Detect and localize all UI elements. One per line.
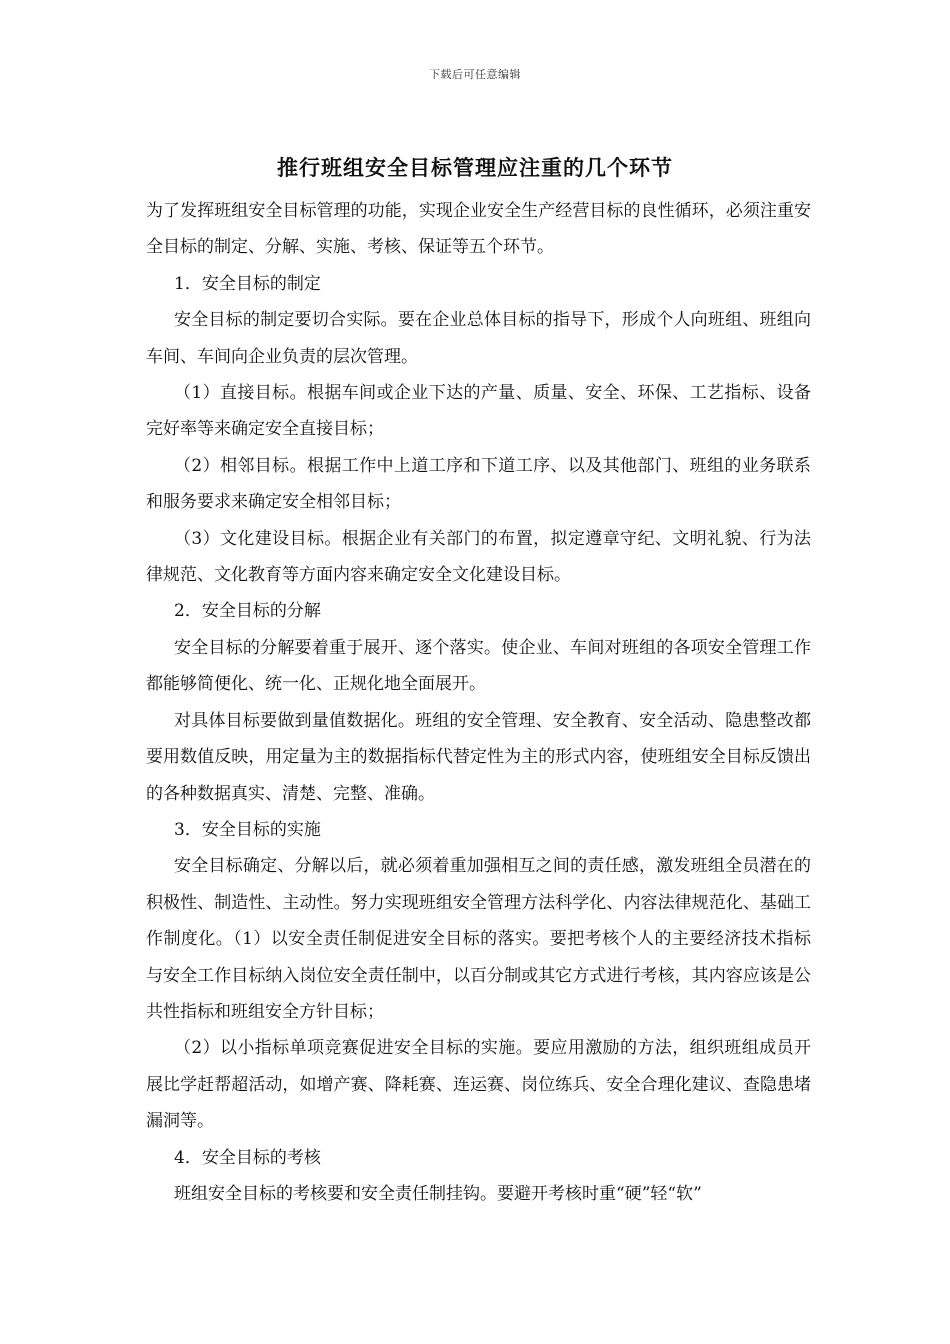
section-heading-1: 1．安全目标的制定 <box>174 273 321 294</box>
section-heading-4: 4．安全目标的考核 <box>174 1147 321 1168</box>
section-heading-3: 3．安全目标的实施 <box>174 819 321 840</box>
paragraph: （2）以小指标单项竞赛促进安全目标的实施。要应用激励的方法，组织班组成员开展比学赶帮超活动，如增产赛、降耗赛、连运赛、岗位练兵、安全合理化建议、查隐患堵漏洞等。 <box>146 1038 811 1132</box>
intro-paragraph: 为了发挥班组安全目标管理的功能，实现企业安全生产经营目标的良性循环，必须注重安全目标的制定、分解、实施、考核、保证等五个环节。 <box>146 201 811 258</box>
section-heading-2: 2．安全目标的分解 <box>174 601 321 622</box>
document-body <box>146 193 811 1212</box>
paragraph: 班组安全目标的考核要和安全责任制挂钩。要避开考核时重“硬”轻“软” <box>174 1183 702 1204</box>
header-note: 下载后可任意编辑 <box>429 68 521 81</box>
paragraph: （2）相邻目标。根据工作中上道工序和下道工序、以及其他部门、班组的业务联系和服务要求来确定安全相邻目标； <box>146 455 811 513</box>
paragraph: 对具体目标要做到量值数据化。班组的安全管理、安全教育、安全活动、隐患整改都要用数值反映，用定量为主的数据指标代替定性为主的形式内容，使班组安全目标反馈出的各种数据真实、清楚、完整、准确。 <box>146 710 811 804</box>
paragraph: 安全目标的分解要着重于展开、逐个落实。使企业、车间对班组的各项安全管理工作都能够简便化、统一化、正规化地全面展开。 <box>146 637 811 695</box>
paragraph: （3）文化建设目标。根据企业有关部门的布置，拟定遵章守纪、文明礼貌、行为法律规范、文化教育等方面内容来确定安全文化建设目标。 <box>146 528 811 586</box>
paragraph: 安全目标的制定要切合实际。要在企业总体目标的指导下，形成个人向班组、班组向车间、车间向企业负责的层次管理。 <box>146 310 811 367</box>
paragraph: （1）直接目标。根据车间或企业下达的产量、质量、安全、环保、工艺指标、设备完好率等来确定安全直接目标； <box>146 383 811 440</box>
paragraph: 安全目标确定、分解以后，就必须着重加强相互之间的责任感，激发班组全员潜在的积极性、制造性、主动性。努力实现班组安全管理方法科学化、内容法律规范化、基础工作制度化。（1）以安全责任制促进安全目标的落实。要把考核个人的主要经济技术指标与安全工作目标纳入岗位安全责任制中，以百分制或其它方式进行考核，其内容应该是公共性指标和班组安全方针目标； <box>146 856 811 1022</box>
document-title: 推行班组安全目标管理应注重的几个环节 <box>277 155 673 180</box>
